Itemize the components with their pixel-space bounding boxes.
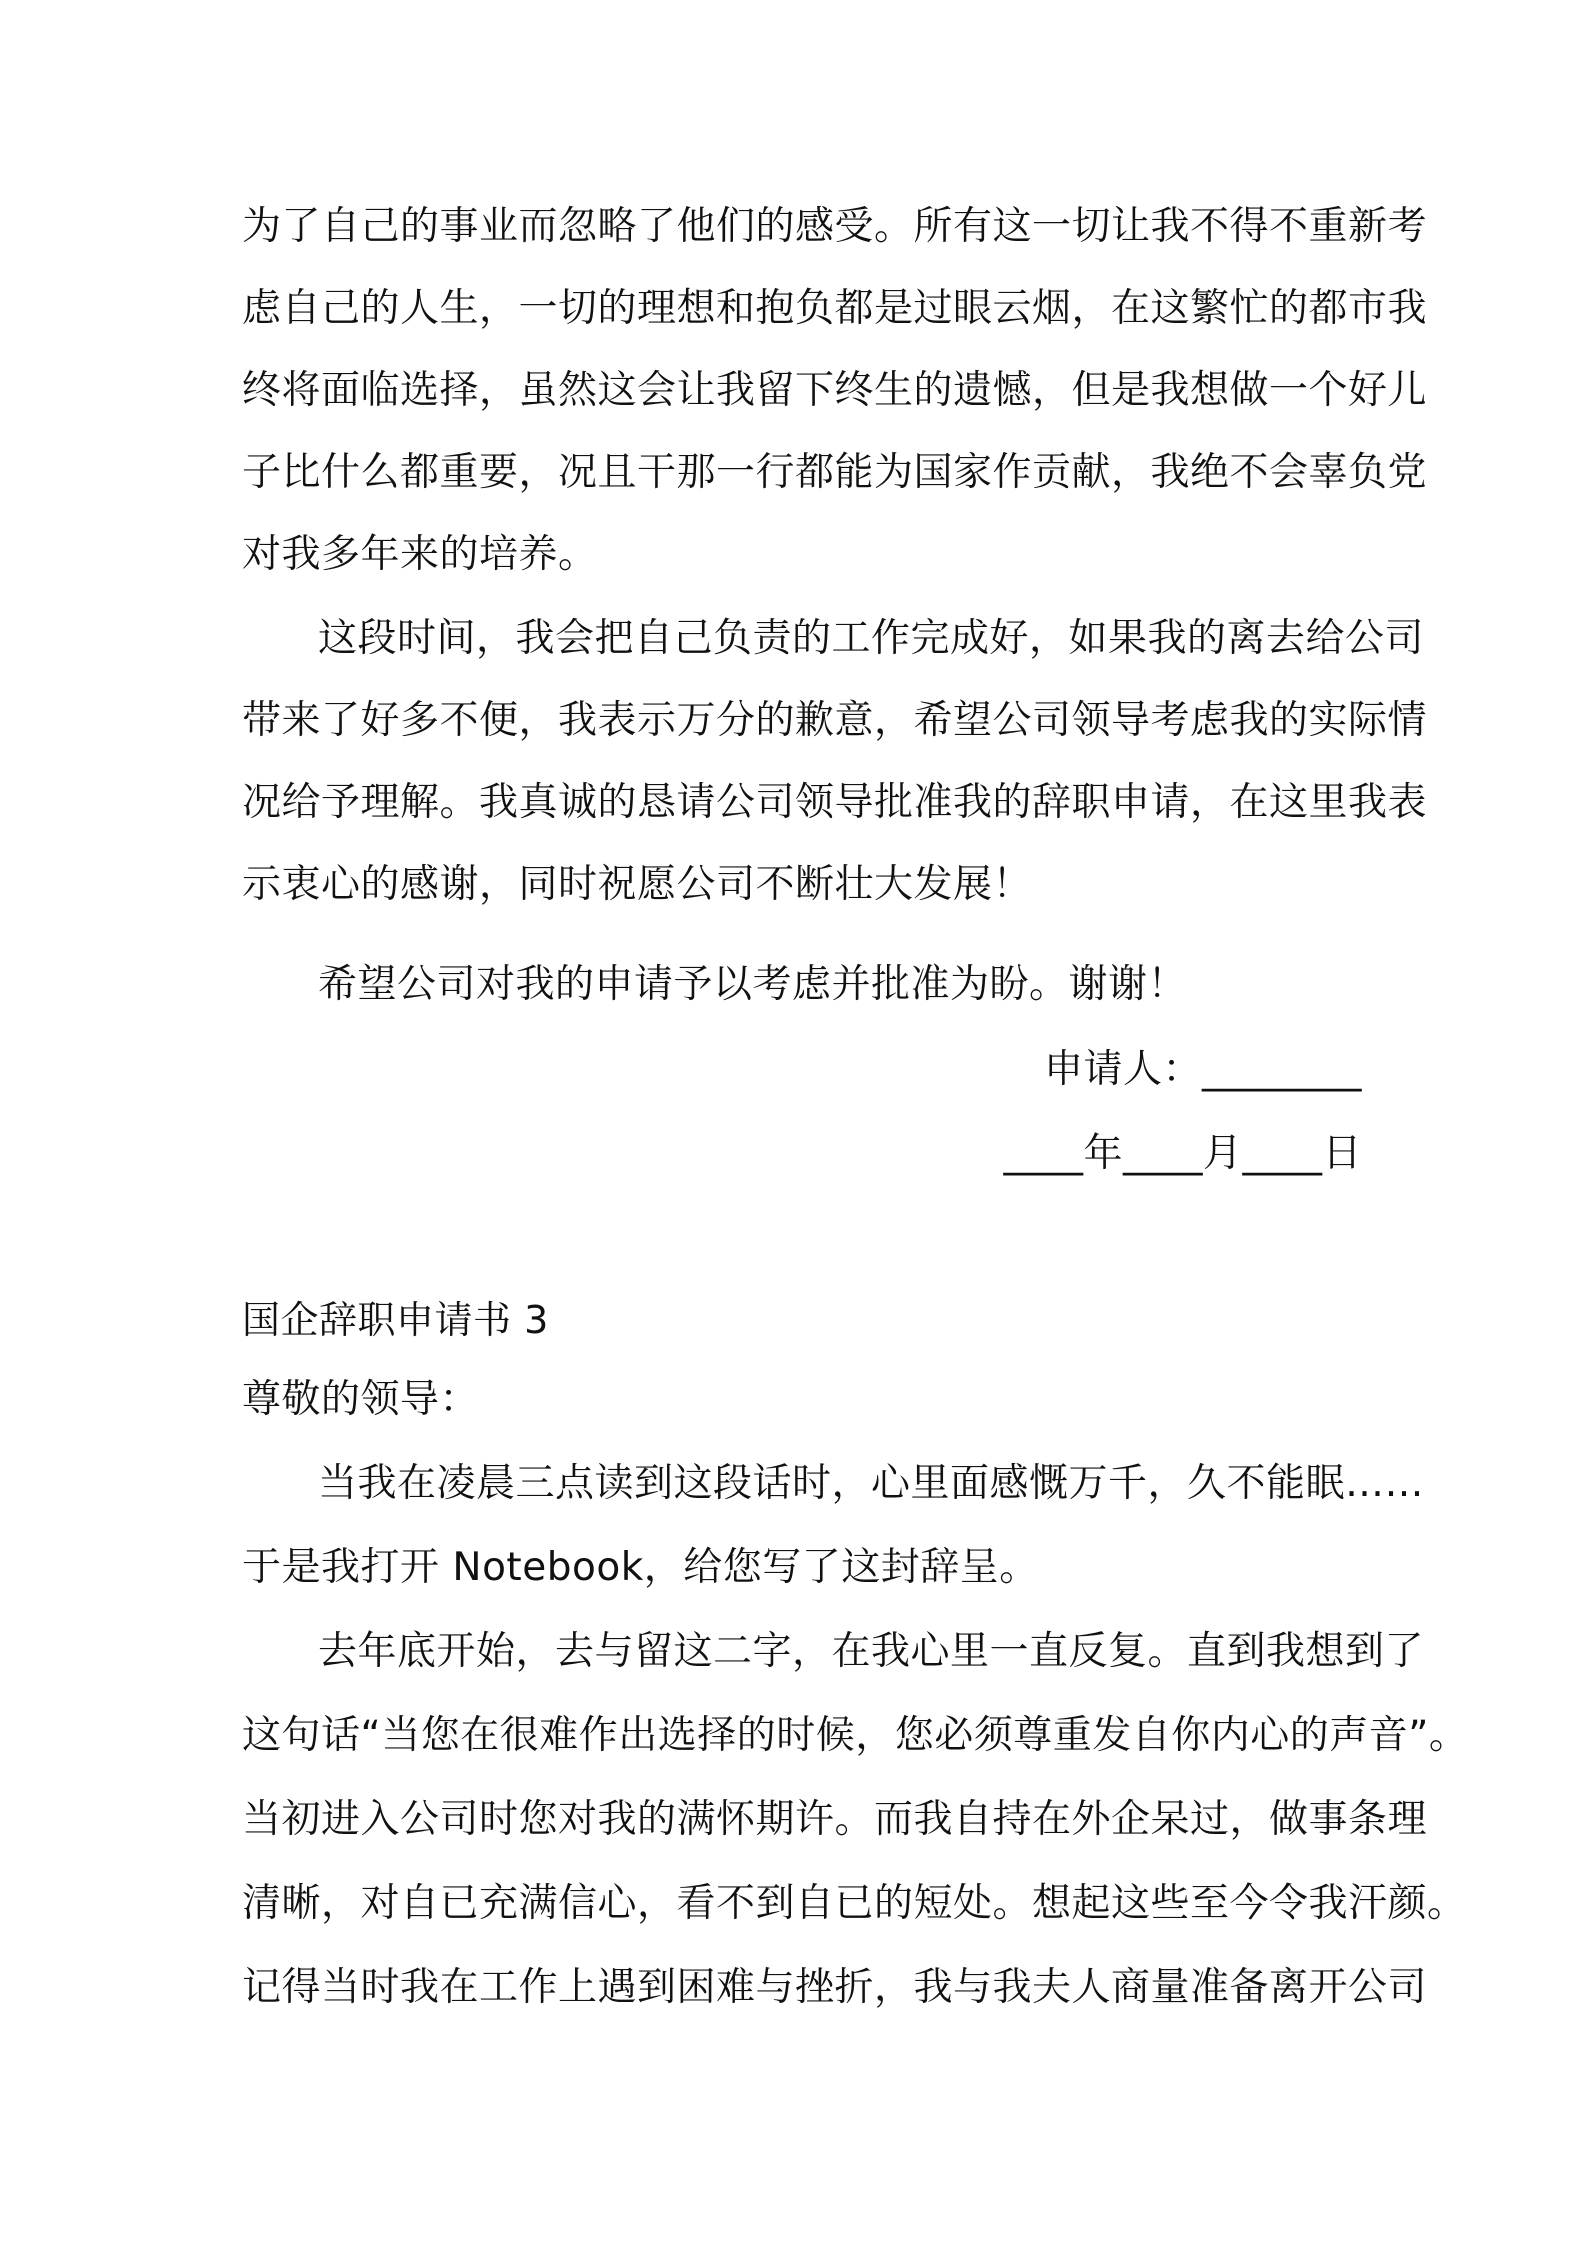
paragraph-line: 子比什么都重要，况且干那一行都能为国家作贡献，我绝不会辜负党 <box>242 450 1428 495</box>
letter-title: 国企辞职申请书 3 <box>242 1298 549 1342</box>
paragraph-line: 记得当时我在工作上遇到困难与挫折，我与我夫人商量准备离开公司 <box>242 1965 1428 2010</box>
paragraph-line: 况给予理解。我真诚的恳请公司领导批准我的辞职申请，在这里我表 <box>242 780 1428 825</box>
paragraph-line: 对我多年来的培养。 <box>242 532 598 577</box>
paragraph-line: 清晰，对自已充满信心，看不到自已的短处。想起这些至今令我汗颜。 <box>242 1881 1467 1926</box>
closing-line: 希望公司对我的申请予以考虑并批准为盼。谢谢！ <box>318 962 1188 1007</box>
paragraph-line: 这句话“当您在很难作出选择的时候，您必须尊重发自你内心的声音”。 <box>242 1713 1469 1758</box>
paragraph-line: 当我在凌晨三点读到这段话时，心里面感慨万千，久不能眠…… <box>318 1461 1425 1506</box>
paragraph-line: 终将面临选择，虽然这会让我留下终生的遗憾，但是我想做一个好儿 <box>242 368 1428 413</box>
paragraph-line: 虑自己的人生，一切的理想和抱负都是过眼云烟，在这繁忙的都市我 <box>242 286 1428 331</box>
applicant-signature: 申请人：________ <box>1043 1047 1362 1092</box>
paragraph-line: 为了自己的事业而忽略了他们的感受。所有这一切让我不得不重新考 <box>242 204 1428 249</box>
salutation: 尊敬的领导： <box>242 1377 480 1422</box>
paragraph-line: 示衷心的感谢，同时祝愿公司不断壮大发展！ <box>242 862 1033 907</box>
paragraph-line: 带来了好多不便，我表示万分的歉意，希望公司领导考虑我的实际情 <box>242 698 1428 743</box>
date-line: ____年____月____日 <box>1003 1131 1362 1176</box>
paragraph-line: 这段时间，我会把自己负责的工作完成好，如果我的离去给公司 <box>318 616 1425 661</box>
paragraph-line: 于是我打开 Notebook，给您写了这封辞呈。 <box>242 1545 1039 1590</box>
paragraph-line: 去年底开始，去与留这二字，在我心里一直反复。直到我想到了 <box>318 1629 1425 1674</box>
paragraph-line: 当初进入公司时您对我的满怀期许。而我自持在外企呆过，做事条理 <box>242 1797 1428 1842</box>
